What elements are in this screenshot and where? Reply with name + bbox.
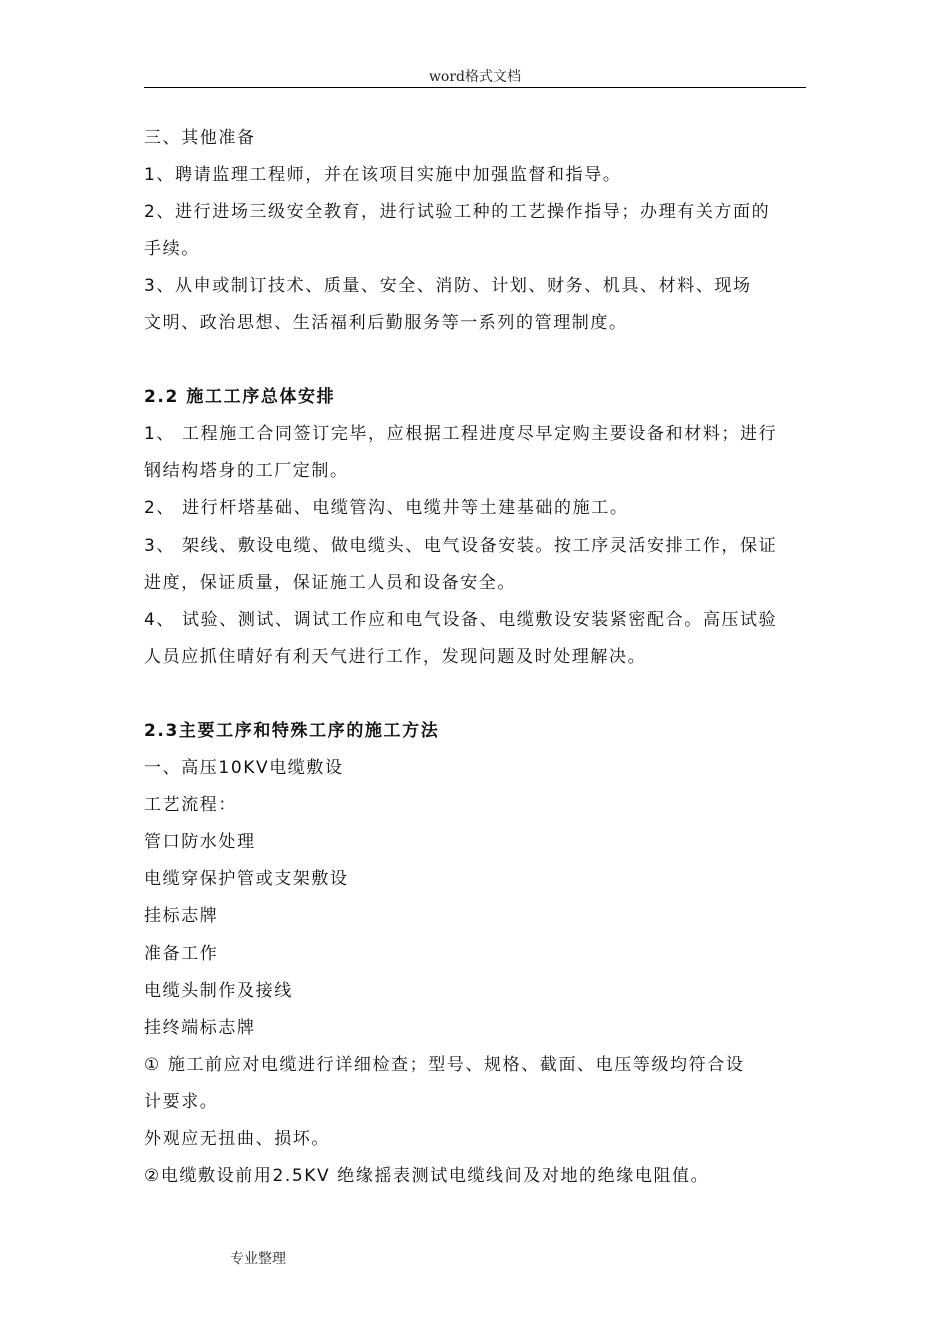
page-header: word格式文档: [428, 69, 522, 85]
process-step: 挂终端标志牌: [144, 1018, 256, 1038]
text-line: 3、 架线、敷设电缆、做电缆头、电气设备安装。按工序灵活安排工作，保证: [144, 536, 778, 556]
text-line: 1、 工程施工合同签订完毕，应根据工程进度尽早定购主要设备和材料；进行: [144, 424, 778, 444]
header-divider: [144, 87, 806, 88]
section-heading: 2.3主要工序和特殊工序的施工方法: [144, 721, 440, 741]
section-heading: 2.2 施工工序总体安排: [144, 387, 336, 407]
process-step: 电缆头制作及接线: [144, 981, 293, 1001]
process-step: 挂标志牌: [144, 906, 219, 926]
text-line: 外观应无扭曲、损坏。: [144, 1129, 330, 1149]
text-line: 三、其他准备: [144, 128, 256, 148]
text-line: 工艺流程：: [144, 795, 237, 815]
text-line: 4、 试验、测试、调试工作应和电气设备、电缆敷设安装紧密配合。高压试验: [144, 610, 778, 630]
text-line: 人员应抓住晴好有利天气进行工作，发现问题及时处理解决。: [144, 647, 647, 667]
process-step: 管口防水处理: [144, 832, 256, 852]
text-line: 2、 进行杆塔基础、电缆管沟、电缆井等土建基础的施工。: [144, 498, 629, 518]
text-line: 2、进行进场三级安全教育，进行试验工种的工艺操作指导；办理有关方面的: [144, 202, 771, 222]
text-line: 3、从申或制订技术、质量、安全、消防、计划、财务、机具、材料、现场: [144, 276, 752, 296]
process-step: 准备工作: [144, 944, 219, 964]
text-line: 手续。: [144, 239, 200, 259]
text-line: 计要求。: [144, 1092, 219, 1112]
text-line: ②电缆敷设前用2.5KV 绝缘摇表测试电缆线间及对地的绝缘电阻值。: [144, 1166, 710, 1186]
text-line: ① 施工前应对电缆进行详细检查；型号、规格、截面、电压等级均符合设: [144, 1055, 745, 1075]
text-line: 进度，保证质量，保证施工人员和设备安全。: [144, 573, 516, 593]
process-step: 电缆穿保护管或支架敷设: [144, 869, 349, 889]
text-line: 钢结构塔身的工厂定制。: [144, 461, 349, 481]
text-line: 一、高压10KV电缆敷设: [144, 758, 344, 778]
page-footer: 专业整理: [230, 1251, 286, 1267]
text-line: 文明、政治思想、生活福利后勤服务等一系列的管理制度。: [144, 313, 628, 333]
text-line: 1、聘请监理工程师，并在该项目实施中加强监督和指导。: [144, 165, 622, 185]
